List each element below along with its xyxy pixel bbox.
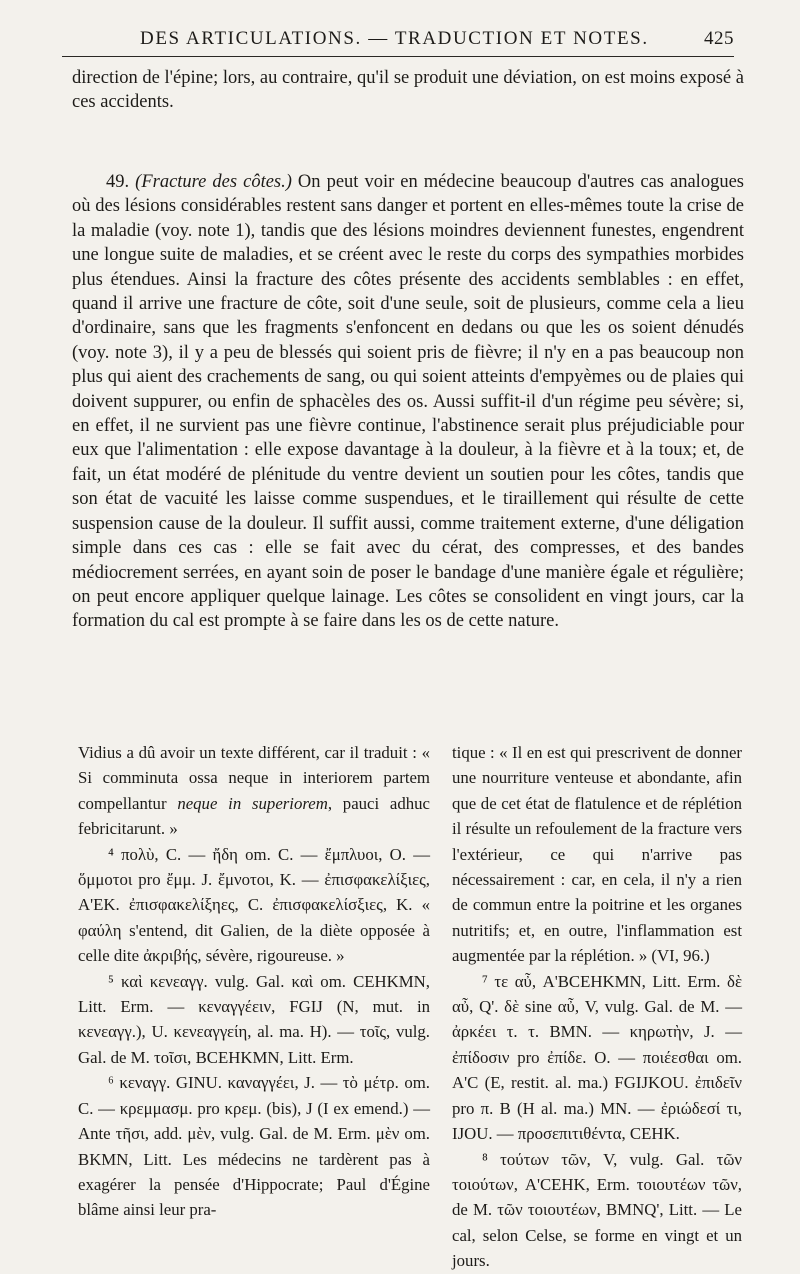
running-title: DES ARTICULATIONS. — TRADUCTION ET NOTES. [140, 28, 649, 49]
continuation-text: direction de l'épine; lors, au contraire, qu'il se produit une déviation, on est moins exposé à ces accidents. [72, 68, 744, 113]
running-header [62, 26, 734, 57]
footnote-6: ⁶ κεναγγ. GINU. καναγγέει, J. — τὸ μέτρ. om. C. — κρεμμασμ. pro κρεμ. (bis), J (I ex emend.) — Ante τῆσι, add. μὲν, vulg. Gal. de M. Erm. μὲν om. BKMN, Litt. Les médecins ne tardèrent pas à exagérer la pensée d'Hippocrate; Paul d'Égine blâme ainsi leur pra- [78, 1073, 430, 1220]
footnote-4: ⁴ πολὺ, C. — ἤδη om. C. — ἔμπλυοι, O. — ὅμμοτοι pro ἔμμ. J. ἔμνοτοι, K. — ἐπισφακελίξιες, A'EK. ἐπισφακελίξηες, C. ἐπισφακελίσξιες, K. « φαύλη s'entend, dit Galien, de la diète opposée à celle dite ἀκριβής, sévère, rigoureuse. » [78, 844, 430, 966]
footnote-8: ⁸ τούτων τῶν, V, vulg. Gal. τῶν τοιούτων, A'CEHK, Erm. τοιουτέων τῶν, de M. τῶν τοιουτέων, BMNQ', Litt. — Le cal, selon Celse, se forme en vingt et un jours. [452, 1149, 742, 1271]
section-49 [72, 170, 744, 634]
footnote-continued-part2: , pauci adhuc febricitarunt. » [78, 793, 430, 839]
footnote-5: ⁵ καὶ κενεαγγ. vulg. Gal. καὶ om. CEHKMN, Litt. Erm. — κεναγγέειν, FGIJ (N, mut. in κενεαγγ.), U. κενεαγγείη, al. ma. H). — τοῖς, vulg. Gal. de M. τοῖσι, BCEHKMN, Litt. Erm. [78, 971, 430, 1067]
footnotes-left-column [78, 740, 430, 1223]
continuation-paragraph [72, 66, 744, 115]
section-title: (Fracture des côtes.) [135, 172, 292, 192]
section-49-paragraph [72, 170, 744, 634]
page-number: 425 [704, 28, 734, 49]
footnote-continued-italic: neque in superiorem [177, 793, 328, 813]
section-body: On peut voir en médecine beaucoup d'autres cas analogues où des lésions considérables restent sans danger et portent en elles-mêmes toute la crise de la maladie (voy. note 1), tandis que des lésions moindres deviennent funestes, engendrent une longue suite de maladies, et se créent avec le reste du corps des sympathies morbides plus étendues. Ainsi la fracture des côtes présente des accidents semblables : en effet, quand il arrive une fracture de côte, soit d'une seule, soit de plusieurs, comme cela a lieu d'ordinaire, sans que les fragments s'enfoncent en dedans ou que les os soient dénudés (voy. note 3), il y a peu de blessés qui soient pris de fièvre; il n'y en a pas beaucoup non plus qui aient des crachements de sang, ou qui soient atteints d'empyèmes ou de plaies qui doivent suppurer, ou enfin de sphacèles des os. Aussi suffit-il d'un régime peu sévère; si, en effet, il ne survient pas une fièvre continue, l'abstinence serait plus préjudiciable pour eux que l'alimentation : elle expose davantage à la douleur, à la fièvre et à la toux; et, de fait, un état modéré de plénitude du ventre devient un soutien pour les côtes, tandis que son état de vacuité les laisse comme suspendues, et le tiraillement qui résulte de cette suspension cause de la douleur. Il suffit aussi, comme traitement externe, d'une déligation simple dans ces cas : elle se fait avec du cérat, des compresses, et des bandes médiocrement serrées, en ayant soin de poser le bandage d'une manière égale et régulière; on peut encore appliquer quelque lainage. Les côtes se consolident en vingt jours, car la formation du cal est prompte à se faire dans les os de cette nature. [72, 172, 744, 632]
footnote-continued-part1: Vidius a dû avoir un texte différent, car il traduit : « Si comminuta ossa neque in interiorem partem compellantur [78, 743, 430, 813]
footnote-continued [78, 740, 430, 842]
footnote-7: ⁷ τε αὖ, A'BCEHKMN, Litt. Erm. δὲ αὖ, Q'. δὲ sine αὖ, V, vulg. Gal. de M. — ἀρκέει τ. τ. BMN. — κηρωτὴν, J. — ἐπίδοσιν pro ἐπίδε. O. — ποιέεσθαι om. A'C (E, restit. al. ma.) FGIJKOU. ἐπιδεῖν pro π. B (H al. ma.) MN. — ἐριώδεσί τι, IJOU. — προσεπιτιθέντα, CEHK. [452, 971, 742, 1144]
footnotes-right-column [452, 740, 742, 1274]
section-number: 49. [106, 172, 130, 192]
footnote-6-continued: tique : « Il en est qui prescrivent de donner une nourriture venteuse et abondante, afin que de cet état de flatulence et de réplétion il résulte un refoulement de la fracture vers l'extérieur, ce qui n'arrive pas nécessairement : car, en cela, il n'y a rien de commun entre la poitrine et les organes nutritifs; et, en outre, l'inflammation est augmentée par la réplétion. » (VI, 96.) [452, 743, 742, 966]
